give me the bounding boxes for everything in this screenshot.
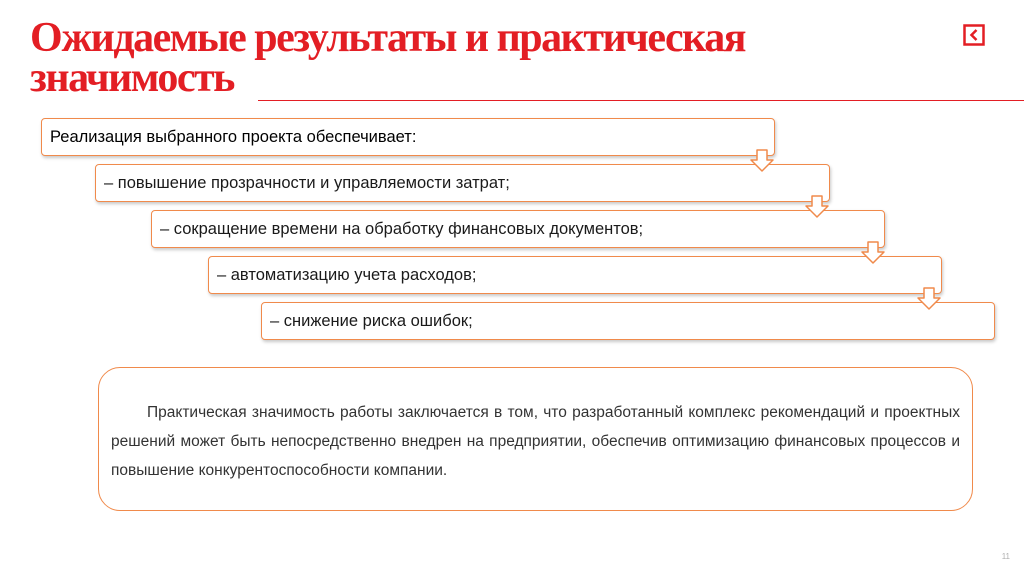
- flow-step-text: – снижение риска ошибок;: [270, 311, 473, 330]
- flow-step-risk-reduction: [261, 302, 995, 340]
- page-title: [30, 15, 745, 101]
- flow-step-automation: [208, 256, 942, 294]
- page-title-line-2: значимость: [30, 55, 234, 101]
- title-underline: [258, 100, 1024, 101]
- flow-step-time-reduction: [151, 210, 885, 248]
- flow-step-text: – повышение прозрачности и управляемости затрат;: [104, 173, 510, 192]
- page-number: 11: [1001, 552, 1010, 561]
- flow-step-intro: [41, 118, 775, 156]
- flow-step-text: – автоматизацию учета расходов;: [217, 265, 477, 284]
- page-title-line-1: Ожидаемые результаты и практическая: [30, 15, 745, 61]
- flow-step-text: Реализация выбранного проекта обеспечивает:: [50, 127, 417, 146]
- back-arrow-icon[interactable]: [963, 24, 985, 46]
- practical-significance-text: Практическая значимость работы заключается в том, что разработанный комплекс рекомендаций и проектных решений может быть непосредственно внедрен на предприятии, обеспечив оптимизацию финансовых процессов и повышение конкурентоспособности компании.: [111, 404, 960, 479]
- flow-step-transparency: [95, 164, 830, 202]
- down-arrow-icon: [749, 149, 775, 173]
- practical-significance-box: [98, 367, 973, 511]
- flow-step-text: – сокращение времени на обработку финансовых документов;: [160, 219, 644, 238]
- down-arrow-icon: [860, 241, 886, 265]
- down-arrow-icon: [916, 287, 942, 311]
- down-arrow-icon: [804, 195, 830, 219]
